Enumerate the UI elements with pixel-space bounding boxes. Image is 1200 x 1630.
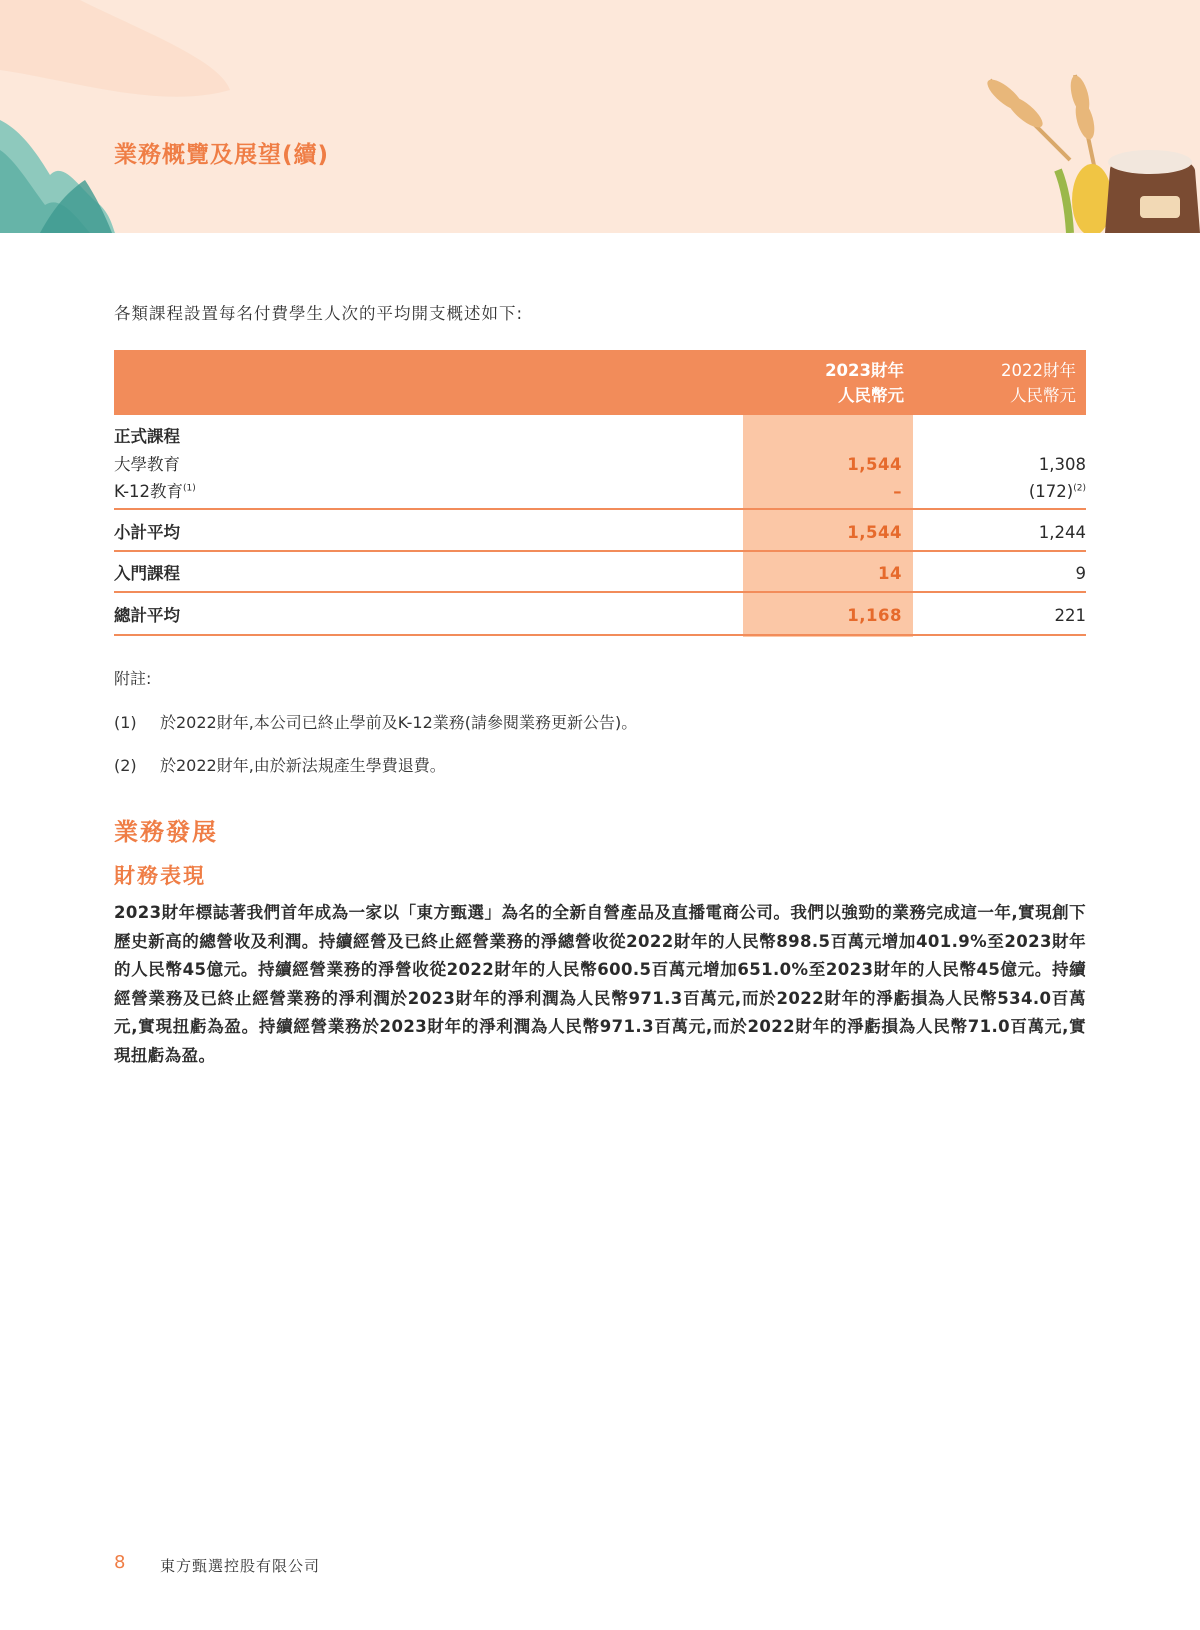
value-2023: 14: [878, 564, 902, 583]
note-number: (1): [114, 713, 137, 732]
table-row: [114, 478, 1086, 506]
value-2022: 1,244: [1038, 523, 1086, 542]
row-divider: [114, 508, 1086, 510]
table-body: [114, 415, 1086, 637]
header-2022-unit: 人民幣元: [1010, 386, 1076, 405]
value-2022: 1,308: [1038, 455, 1086, 474]
intro-text: 各類課程設置每名付費學生人次的平均開支概述如下:: [114, 304, 524, 323]
row-label: [114, 478, 196, 506]
financial-performance-paragraph: 2023財年標誌著我們首年成為一家以「東方甄選」為名的全新自營產品及直播電商公司。我們以強勁的業務完成這一年,實現創下歷史新高的總營收及利潤。持續經營及已終止經營業務的淨總營收從2022財年的人民幣898.5百萬元增加401.9%至2023財年的人民幣45億元。持續經營業務的淨營收從2022財年的人民幣600.5百萬元增加651.0%至2023財年的人民幣45億元。持續經營業務及已終止經營業務的淨利潤於2023財年的淨利潤為人民幣971.3百萬元,而於2022財年的淨虧損為人民幣534.0百萬元,實現扭虧為盈。持續經營業務於2023財年的淨利潤為人民幣971.3百萬元,而於2022財年的淨虧損為人民幣71.0百萬元,實現扭虧為盈。: [114, 903, 1086, 1065]
value-2022: 221: [1054, 606, 1086, 625]
table-row: [114, 602, 1086, 630]
table-header: [114, 350, 1086, 415]
notes-title: 附註:: [114, 669, 152, 688]
row-label-text: K-12教育: [114, 482, 184, 501]
table-row: [114, 560, 1086, 588]
row-label: 入門課程: [114, 564, 180, 583]
section-title: 業務概覽及展望(續): [114, 142, 330, 168]
table-row: [114, 519, 1086, 547]
banner-decoration: [0, 0, 1200, 233]
header-2023-year: 2023財年: [825, 361, 904, 380]
row-divider: [114, 550, 1086, 552]
group-label: 正式課程: [114, 427, 180, 446]
row-label: 大學教育: [114, 455, 180, 474]
expenditure-table: [114, 350, 1086, 637]
footnote-marker: (2): [1073, 483, 1086, 494]
page-number: 8: [114, 1552, 126, 1573]
header-2023-unit: 人民幣元: [838, 386, 904, 405]
note-text: 於2022財年,由於新法規產生學費退費。: [160, 756, 446, 775]
footer-company-name: 東方甄選控股有限公司: [160, 1557, 321, 1575]
header-2022-year: 2022財年: [1001, 361, 1076, 380]
row-divider: [114, 634, 1086, 636]
footnote-marker: (1): [183, 483, 196, 494]
table-row: [114, 451, 1086, 479]
note-item: [114, 753, 446, 776]
value-2023: 1,544: [847, 523, 902, 542]
header-banner: [0, 0, 1200, 233]
row-label: 總計平均: [114, 606, 180, 625]
note-number: (2): [114, 756, 137, 775]
financial-performance-heading: 財務表現: [114, 864, 206, 888]
header-2023: [744, 358, 904, 408]
table-group-row: [114, 423, 1086, 451]
value-2022: [1029, 478, 1086, 506]
value-2023: 1,544: [847, 455, 902, 474]
note-text: 於2022財年,本公司已終止學前及K-12業務(請參閱業務更新公告)。: [160, 713, 638, 732]
header-2022: [916, 358, 1076, 408]
value-2023: 1,168: [847, 606, 902, 625]
business-development-heading: 業務發展: [114, 818, 218, 846]
row-label: 小計平均: [114, 523, 180, 542]
value-2022: 9: [1075, 564, 1086, 583]
value-2023: –: [893, 482, 902, 501]
value-2022-text: (172): [1028, 482, 1074, 501]
row-divider: [114, 591, 1086, 593]
grain-sack-icon: [1105, 150, 1200, 233]
note-item: [114, 710, 637, 733]
